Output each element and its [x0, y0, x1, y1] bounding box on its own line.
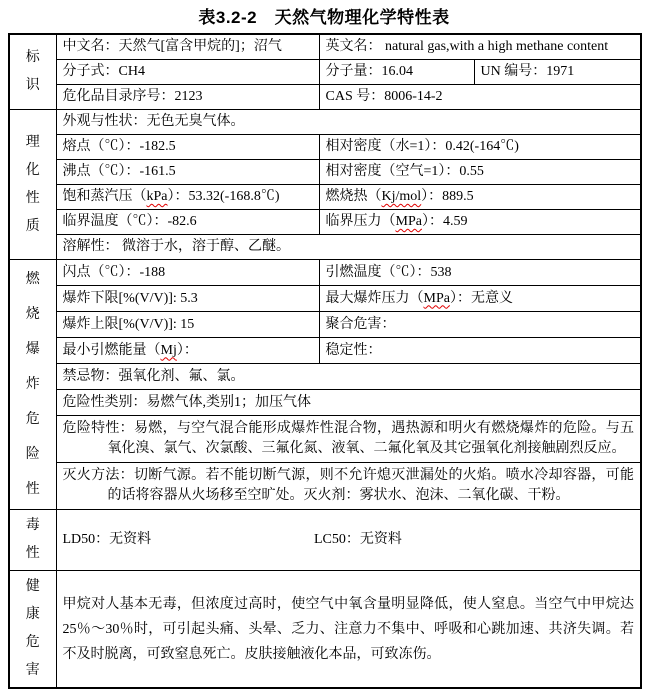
table-row-explosion-upper	[9, 312, 641, 338]
cell-molecular-formula: 分子式：CH4	[56, 60, 319, 85]
section-label-text: 理化性质	[25, 134, 40, 234]
spellcheck-underlined-unit: Mj	[160, 342, 177, 358]
table-row-ignition-energy	[9, 338, 641, 364]
table-row-critical	[9, 210, 641, 235]
ld50-value: LD50：无资料	[62, 532, 152, 547]
critical-pressure-value: ）：4.59	[421, 214, 468, 229]
cell-solubility: 溶解性： 微溶于水，溶于醇、乙醚。	[56, 235, 641, 260]
cell-relative-density-water: 相对密度（水=1）：0.42(-164℃)	[319, 135, 641, 160]
max-explosion-pressure-value: ）：无意义	[449, 290, 513, 306]
table-row-hazard-characteristics	[9, 416, 641, 463]
chemical-properties-table	[8, 33, 642, 689]
cell-flash-point: 闪点（℃）：-188	[56, 260, 319, 286]
table-row-formula	[9, 60, 641, 85]
section-label-text: 燃烧爆炸危险性	[25, 272, 40, 497]
min-ignition-energy-value: ）：	[176, 342, 198, 358]
spellcheck-underlined-unit: Kj/mol	[381, 189, 422, 204]
table-row-appearance	[9, 110, 641, 135]
table-row-health-hazard	[9, 571, 641, 689]
section-label-text: 标识	[25, 50, 40, 93]
section-label-fire-explosion	[9, 260, 56, 510]
cell-critical-pressure	[319, 210, 641, 235]
cell-combustion-heat	[319, 185, 641, 210]
lc50-value: LC50：无资料	[313, 532, 402, 547]
table-row-solubility	[9, 235, 641, 260]
cell-critical-temperature: 临界温度（℃）：-82.6	[56, 210, 319, 235]
cell-explosion-upper-limit: 爆炸上限[%(V/V)]: 15	[56, 312, 319, 338]
vapor-pressure-value: ）：53.32(-168.8℃)	[167, 189, 280, 204]
cell-boiling-point: 沸点（℃）：-161.5	[56, 160, 319, 185]
cell-incompatibles: 禁忌物：强氧化剂、氟、氯。	[56, 364, 641, 390]
cell-appearance: 外观与性状：无色无臭气体。	[56, 110, 641, 135]
cell-vapor-pressure	[56, 185, 319, 210]
cell-polymerization-hazard: 聚合危害：	[319, 312, 641, 338]
cell-cas-number: CAS 号：8006-14-2	[319, 85, 641, 110]
section-label-text: 健康危害	[25, 579, 40, 678]
section-label-toxicity	[9, 510, 56, 571]
cell-health-hazard-text: 甲烷对人基本无毒，但浓度过高时，使空气中氧含量明显降低，使人窒息。当空气中甲烷达25％～30％时，可引起头痛、头晕、乏力、注意力不集中、呼吸和心跳加速、共济失调。若不及时脱离，可致窒息死亡。皮肤接触液化本品，可致冻伤。	[56, 571, 641, 689]
spellcheck-underlined-unit: MPa	[423, 290, 450, 306]
table-row-flash-point	[9, 260, 641, 286]
cell-min-ignition-energy	[56, 338, 319, 364]
cell-relative-density-air: 相对密度（空气=1）：0.55	[319, 160, 641, 185]
table-row-boiling	[9, 160, 641, 185]
table-row-hazard-class	[9, 390, 641, 416]
cell-catalog-serial: 危化品目录序号：2123	[56, 85, 319, 110]
cell-ignition-temperature: 引燃温度（℃）：538	[319, 260, 641, 286]
cell-chinese-name: 中文名：天然气[富含甲烷的]；沼气	[56, 34, 319, 60]
table-row-explosion-lower	[9, 286, 641, 312]
cell-hazard-characteristics: 危险特性：易燃，与空气混合能形成爆炸性混合物，遇热源和明火有燃烧爆炸的危险。与五氧化溴、氯气、次氯酸、三氟化氮、液氧、二氟化氧及其它强氧化剂接触剧烈反应。	[56, 416, 641, 463]
spellcheck-underlined-unit: kPa	[146, 189, 168, 204]
cell-molecular-weight: 分子量：16.04	[319, 60, 474, 85]
section-label-text: 毒性	[25, 518, 40, 561]
section-label-health-hazard	[9, 571, 56, 689]
table-row-names	[9, 34, 641, 60]
cell-english-name: 英文名： natural gas,with a high methane content	[319, 34, 641, 60]
table-row-toxicity	[9, 510, 641, 571]
cell-toxicity-values	[56, 510, 641, 571]
critical-pressure-prefix: 临界压力（	[325, 214, 396, 229]
cell-explosion-lower-limit: 爆炸下限[%(V/V)]: 5.3	[56, 286, 319, 312]
cell-fire-fighting-methods: 灭火方法：切断气源。若不能切断气源，则不允许熄灭泄漏处的火焰。喷水冷却容器，可能的话将容器从火场移至空旷处。灭火剂：雾状水、泡沫、二氧化碳、干粉。	[56, 463, 641, 510]
spellcheck-underlined-unit: MPa	[395, 214, 422, 229]
combustion-heat-value: ）：889.5	[421, 189, 474, 204]
table-row-incompatibles	[9, 364, 641, 390]
table-row-melting	[9, 135, 641, 160]
table-row-vapor-pressure	[9, 185, 641, 210]
section-label-physicochemical	[9, 110, 56, 260]
cell-stability: 稳定性：	[319, 338, 641, 364]
section-label-identification	[9, 34, 56, 110]
page-title: 表3.2-2 天然气物理化学特性表	[198, 8, 450, 27]
combustion-heat-prefix: 燃烧热（	[325, 189, 382, 204]
cell-melting-point: 熔点（℃）：-182.5	[56, 135, 319, 160]
min-ignition-energy-prefix: 最小引燃能量（	[62, 342, 161, 358]
table-row-catalog	[9, 85, 641, 110]
max-explosion-pressure-prefix: 最大爆炸压力（	[325, 290, 424, 306]
vapor-pressure-prefix: 饱和蒸汽压（	[62, 189, 147, 204]
toxicity-values-container	[63, 530, 635, 550]
cell-hazard-class: 危险性类别：易燃气体,类别1；加压气体	[56, 390, 641, 416]
cell-un-number: UN 编号：1971	[474, 60, 641, 85]
table-row-fire-fighting	[9, 463, 641, 510]
cell-max-explosion-pressure	[319, 286, 641, 312]
